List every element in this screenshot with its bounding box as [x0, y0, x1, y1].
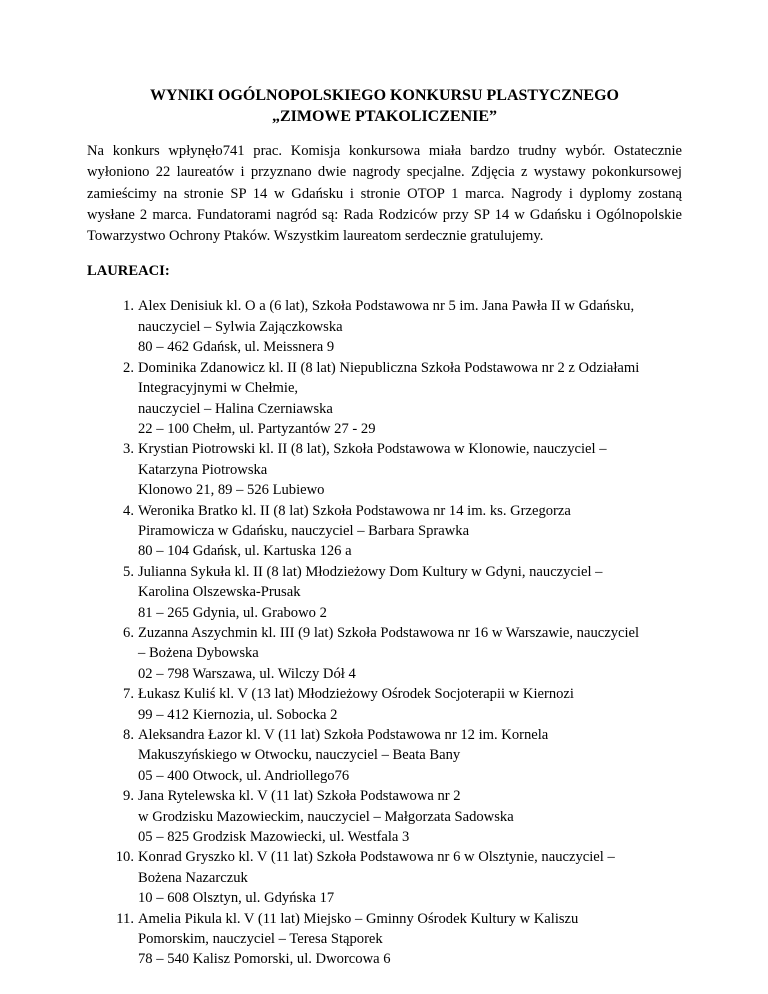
laureate-line: 81 – 265 Gdynia, ul. Grabowo 2 — [138, 604, 327, 621]
laureate-number: 8. — [123, 727, 134, 744]
laureate-line: Zuzanna Aszychmin kl. III (9 lat) Szkoła Podstawowa nr 16 w Warszawie, nauczyciel — [138, 624, 640, 641]
laureate-item — [87, 439, 682, 500]
laureate-line: Julianna Sykuła kl. II (8 lat) Młodzieżowy Dom Kultury w Gdyni, nauczyciel – — [138, 563, 603, 580]
laureate-number: 10. — [115, 849, 134, 866]
laureate-line: Alex Denisiuk kl. O a (6 lat), Szkoła Podstawowa nr 5 im. Jana Pawła II w Gdańsku, — [138, 298, 635, 315]
intro-paragraph: Na konkurs wpłynęło741 prac. Komisja konkursowa miała bardzo trudny wybór. Ostatecznie wyłoniono 22 laureatów i przyznano dwie nagrody specjalne. Zdjęcia z wystawy pokonkursowej zamieścimy na stronie SP 14 w Gdańsku i stronie OTOP 1 marca. Nagrody i dyplomy zostaną wysłane 2 marca. Fundatorami nagród są: Rada Rodziców przy SP 14 w Gdańsku i Ogólnopolskie Towarzystwo Ochrony Ptaków. Wszystkim laureatom serdecznie gratulujemy. — [87, 143, 682, 245]
laureate-line: Pomorskim, nauczyciel – Teresa Stąporek — [138, 931, 383, 948]
laureate-number: 4. — [123, 502, 134, 519]
laureate-line: Weronika Bratko kl. II (8 lat) Szkoła Podstawowa nr 14 im. ks. Grzegorza — [138, 502, 571, 519]
laureate-line: 02 – 798 Warszawa, ul. Wilczy Dół 4 — [138, 665, 356, 682]
laureate-line: 22 – 100 Chełm, ul. Partyzantów 27 - 29 — [138, 420, 376, 437]
laureate-number: 3. — [123, 441, 134, 458]
laureate-number: 2. — [123, 359, 134, 376]
title-line-1: WYNIKI OGÓLNOPOLSKIEGO KONKURSU PLASTYCZNEGO — [150, 87, 619, 104]
laureate-number: 1. — [123, 298, 134, 315]
laureate-line: 10 – 608 Olsztyn, ul. Gdyńska 17 — [138, 890, 335, 907]
laureate-line: Klonowo 21, 89 – 526 Lubiewo — [138, 482, 325, 499]
laureate-number: 11. — [116, 910, 134, 927]
laureate-item — [87, 296, 682, 357]
title-line-2: „ZIMOWE PTAKOLICZENIE” — [271, 108, 498, 125]
laureate-item — [87, 623, 682, 684]
laureate-line: 80 – 462 Gdańsk, ul. Meissnera 9 — [138, 339, 335, 356]
laureate-line: Aleksandra Łazor kl. V (11 lat) Szkoła Podstawowa nr 12 im. Kornela — [138, 727, 549, 744]
laureate-line: Katarzyna Piotrowska — [138, 461, 268, 478]
laureate-number: 7. — [123, 686, 134, 703]
laureate-item — [87, 684, 682, 725]
laureate-line: Bożena Nazarczuk — [138, 869, 248, 886]
laureate-item — [87, 358, 682, 440]
laureate-item — [87, 786, 682, 847]
laureate-line: Jana Rytelewska kl. V (11 lat) Szkoła Podstawowa nr 2 — [138, 788, 461, 805]
laureate-item — [87, 562, 682, 623]
laureate-line: – Bożena Dybowska — [138, 645, 259, 662]
laureate-line: 78 – 540 Kalisz Pomorski, ul. Dworcowa 6 — [138, 951, 391, 968]
laureate-line: Konrad Gryszko kl. V (11 lat) Szkoła Podstawowa nr 6 w Olsztynie, nauczyciel – — [138, 849, 615, 866]
laureate-item — [87, 725, 682, 786]
laureate-line: Amelia Pikula kl. V (11 lat) Miejsko – Gminny Ośrodek Kultury w Kaliszu — [138, 910, 579, 927]
laureate-line: nauczyciel – Sylwia Zajączkowska — [138, 318, 343, 335]
laureate-line: w Grodzisku Mazowieckim, nauczyciel – Małgorzata Sadowska — [138, 808, 514, 825]
laureate-line: 05 – 400 Otwock, ul. Andriollego76 — [138, 767, 350, 784]
laureate-line: Dominika Zdanowicz kl. II (8 lat) Niepubliczna Szkoła Podstawowa nr 2 z Odziałami — [138, 359, 640, 376]
laureate-item — [87, 847, 682, 908]
laureate-line: Piramowicza w Gdańsku, nauczyciel – Barbara Sprawka — [138, 522, 470, 539]
laureate-number: 6. — [123, 624, 134, 641]
laureate-number: 9. — [123, 788, 134, 805]
laureates-list — [87, 296, 682, 969]
laureate-item — [87, 501, 682, 562]
laureate-line: Integracyjnymi w Chełmie, — [138, 380, 299, 397]
laureate-item — [87, 909, 682, 970]
laureate-line: Łukasz Kuliś kl. V (13 lat) Młodzieżowy Ośrodek Socjoterapii w Kiernozi — [138, 686, 574, 703]
laureate-line: Makuszyńskiego w Otwocku, nauczyciel – Beata Bany — [138, 747, 461, 764]
document-title — [87, 85, 682, 127]
laureate-line: 05 – 825 Grodzisk Mazowiecki, ul. Westfala 3 — [138, 829, 410, 846]
laureates-heading: LAUREACI: — [87, 263, 170, 280]
laureate-line: Krystian Piotrowski kl. II (8 lat), Szkoła Podstawowa w Klonowie, nauczyciel – — [138, 441, 607, 458]
laureate-line: Karolina Olszewska-Prusak — [138, 584, 301, 601]
laureate-line: nauczyciel – Halina Czerniawska — [138, 400, 333, 417]
laureate-number: 5. — [123, 563, 134, 580]
laureate-line: 80 – 104 Gdańsk, ul. Kartuska 126 a — [138, 543, 352, 560]
laureate-line: 99 – 412 Kiernozia, ul. Sobocka 2 — [138, 706, 338, 723]
